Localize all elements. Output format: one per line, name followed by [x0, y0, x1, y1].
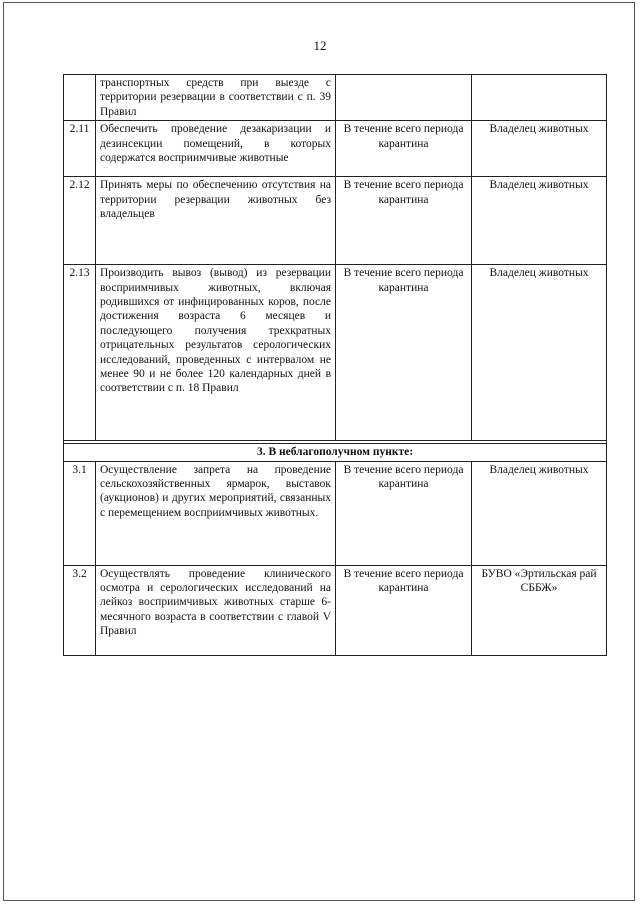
table-row — [64, 75, 607, 121]
table-row — [64, 177, 607, 265]
measure-period: В течение всего периода карантина — [336, 565, 472, 655]
table-row — [64, 565, 607, 655]
measure-responsible: БУВО «Эртильская рай СББЖ» — [472, 565, 607, 655]
section-header-row — [64, 444, 607, 461]
table-row — [64, 265, 607, 441]
measure-period: В течение всего периода карантина — [336, 121, 472, 177]
measure-responsible — [472, 75, 607, 121]
row-number: 3.1 — [64, 461, 96, 565]
measure-description: транспортных средств при выезде с территории резервации в соответствии с п. 39 Правил — [96, 75, 336, 121]
measure-description: Осуществление запрета на проведение сельскохозяйственных ярмарок, выставок (аукционов) и других мероприятий, связанных с перемещением восприимчивых животных. — [96, 461, 336, 565]
measure-description: Принять меры по обеспечению отсутствия на территории резервации животных без владельцев — [96, 177, 336, 265]
row-number — [64, 75, 96, 121]
measure-period: В течение всего периода карантина — [336, 265, 472, 441]
row-number: 2.12 — [64, 177, 96, 265]
table-row — [64, 461, 607, 565]
measure-description: Обеспечить проведение дезакаризации и дезинсекции помещений, в которых содержатся восприимчивые животные — [96, 121, 336, 177]
row-number: 2.11 — [64, 121, 96, 177]
measure-responsible: Владелец животных — [472, 121, 607, 177]
measure-period: В течение всего периода карантина — [336, 461, 472, 565]
measure-responsible: Владелец животных — [472, 265, 607, 441]
measure-description: Производить вывоз (вывод) из резервации восприимчивых животных, включая родившихся от инфицированных коров, после достижения возраста 6 месяцев и последующего получения трехкратных отрицательных результатов серологических исследований, проведенных с интервалом не менее 90 и не более 120 календарных дней в соответствии с п. 18 Правил — [96, 265, 336, 441]
quarantine-measures-table — [63, 74, 607, 656]
page-number: 12 — [313, 38, 327, 53]
row-number: 3.2 — [64, 565, 96, 655]
row-number: 2.13 — [64, 265, 96, 441]
measure-responsible: Владелец животных — [472, 177, 607, 265]
table-row — [64, 121, 607, 177]
measure-period — [336, 75, 472, 121]
measure-responsible: Владелец животных — [472, 461, 607, 565]
measure-period: В течение всего периода карантина — [336, 177, 472, 265]
measure-description: Осуществлять проведение клинического осмотра и серологических исследований на лейкоз восприимчивых животных старше 6-месячного возраста в соответствии с главой V Правил — [96, 565, 336, 655]
section-title: 3. В неблагополучном пункте: — [64, 444, 607, 461]
